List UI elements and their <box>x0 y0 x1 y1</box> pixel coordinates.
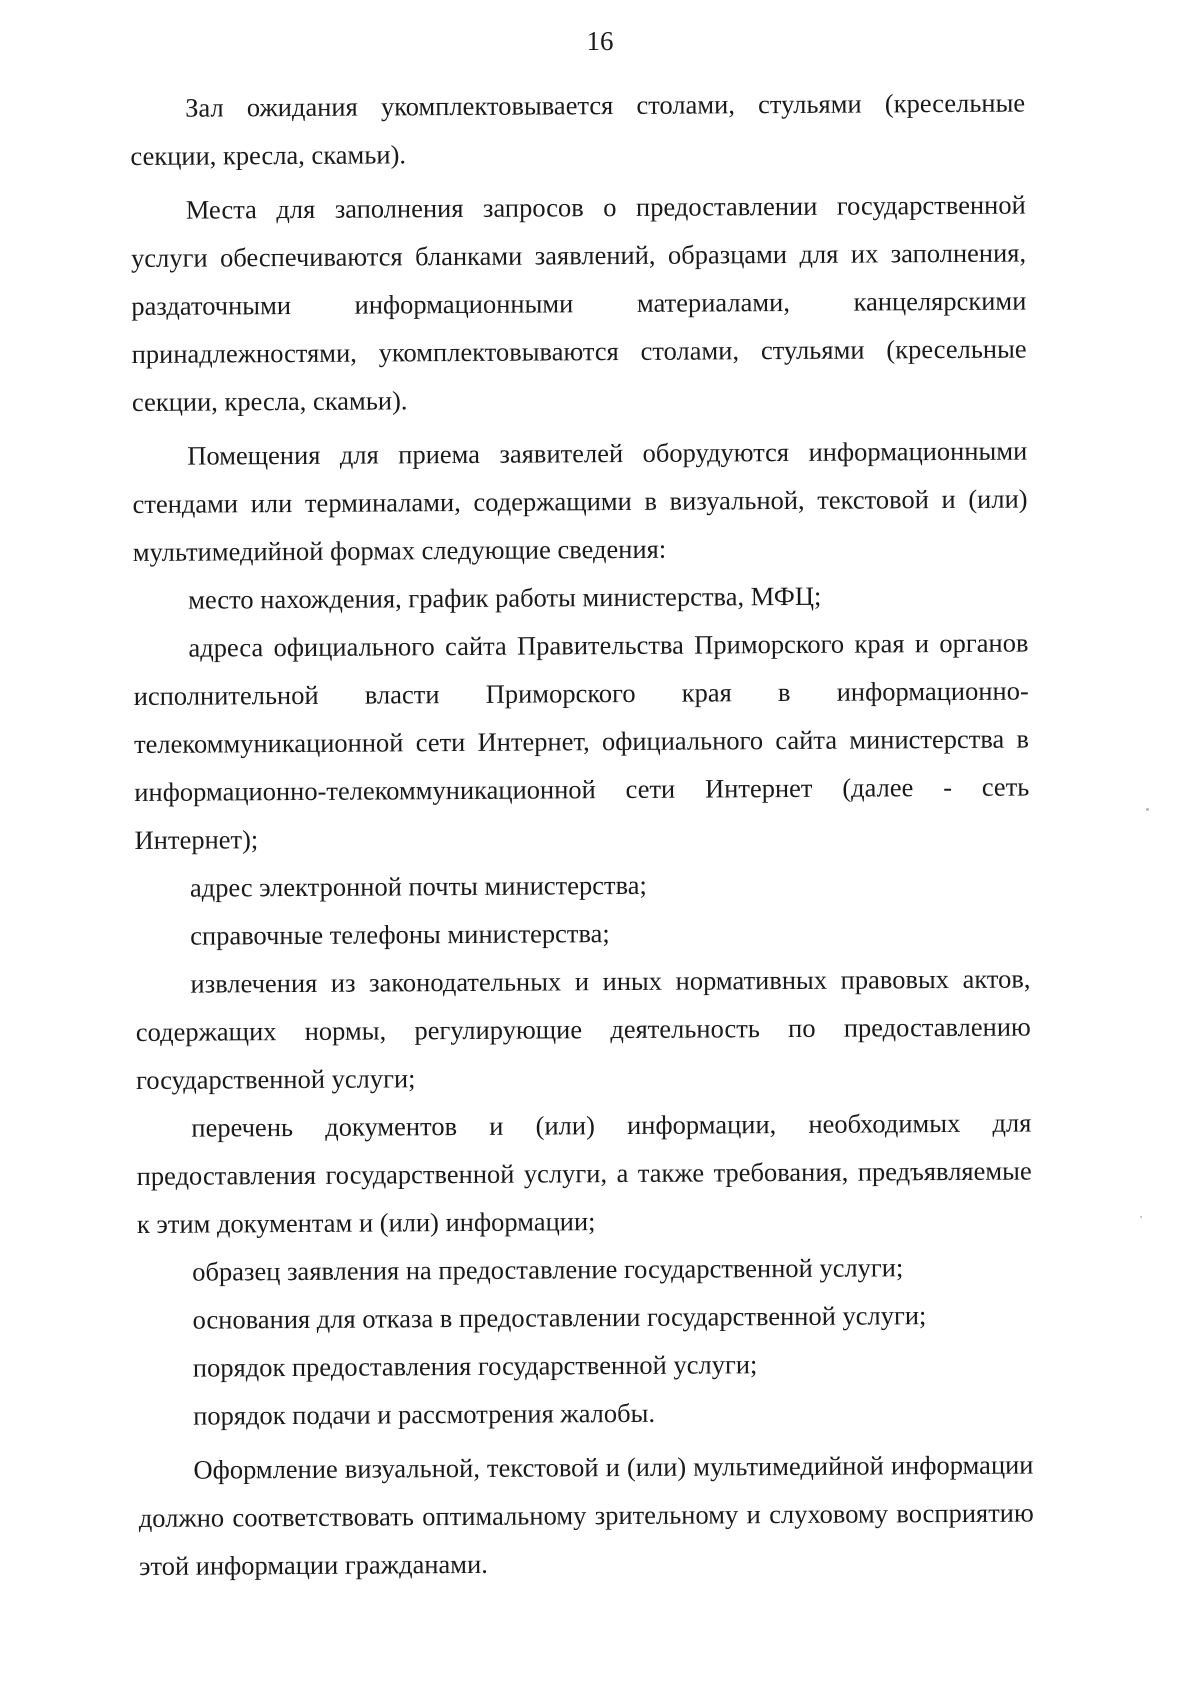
paragraph-waiting-room: Зал ожидания укомплектовывается столами, стульями (кресельные секции, кресла, скамьи). <box>130 87 1026 171</box>
scan-artifact-dot <box>1146 808 1149 811</box>
list-item-refusal-grounds: основания для отказа в предоставлении государственной услуги; <box>192 1300 927 1335</box>
list-item-legal-extracts: извлечения из законодательных и иных нормативных правовых актов, содержащих нормы, регулирующие деятельность по предоставлению государственной услуги; <box>135 963 1031 1095</box>
list-item-website-addresses: адреса официального сайта Правительства Приморского края и органов исполнительной власти Приморского края в информационно-телекоммуникационной сети Интернет, официального сайта министерства в информационно-телекоммуникационной сети Интернет (далее - сеть Интернет); <box>133 627 1030 855</box>
scan-artifact-dot <box>1140 1216 1142 1218</box>
list-item-document-list: перечень документов и (или) информации, необходимых для предоставления государственной услуги, а также требования, предъявляемые к этим документам и (или) информации; <box>136 1107 1032 1239</box>
paragraph-reception-rooms: Помещения для приема заявителей оборудуются информационными стендами или терминалами, содержащими в визуальной, текстовой и (или) мультимедийной формах следующие сведения: <box>132 435 1028 567</box>
list-item-application-sample: образец заявления на предоставление государственной услуги; <box>192 1252 904 1287</box>
list-item-phone-numbers: справочные телефоны министерства; <box>190 918 610 951</box>
paragraph-information-design: Оформление визуальной, текстовой и (или) мультимедийной информации должно соответствовать оптимальному зрительному и слуховому восприятию этой информации гражданами. <box>138 1449 1034 1581</box>
paragraph-request-filling-places: Места для заполнения запросов о предоставлении государственной услуги обеспечиваются бланками заявлений, образцами для их заполнения, раздаточными информационными материалами, канцелярскими принадлежностями, укомплектовываются столами, стульями (кресельные секции, кресла, скамьи). <box>130 189 1027 417</box>
list-item-service-procedure: порядок предоставления государственной услуги; <box>192 1349 758 1383</box>
list-item-location-schedule: место нахождения, график работы министерства, МФЦ; <box>188 580 822 615</box>
page-number: 16 <box>586 26 614 56</box>
list-item-complaint-procedure: порядок подачи и рассмотрения жалобы. <box>193 1397 656 1431</box>
document-body <box>130 79 1034 1590</box>
list-item-email-address: адрес электронной почты министерства; <box>189 869 647 903</box>
